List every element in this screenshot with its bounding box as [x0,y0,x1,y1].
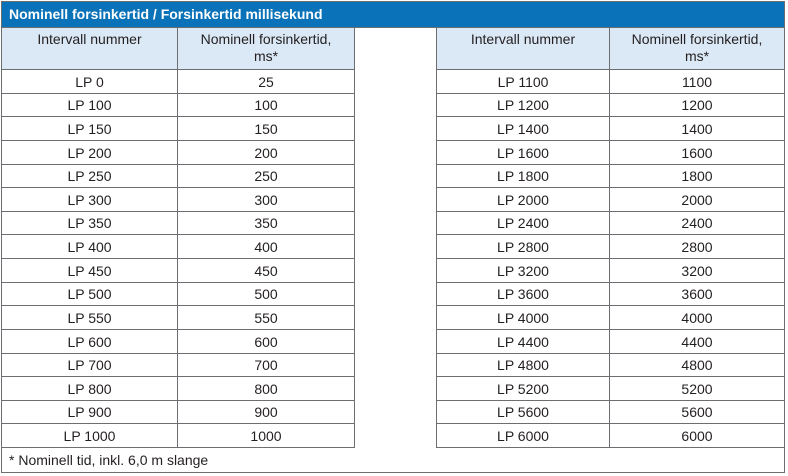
cell-value: 550 [254,309,278,326]
right-row-15-delay [610,424,784,448]
left-row-1-interval [2,94,178,117]
left-row-5-interval [2,188,178,212]
cell-value: LP 400 [67,238,112,255]
cell-value: 5600 [681,404,713,420]
cell-value: 2400 [681,215,713,231]
cell-value: LP 1600 [497,144,549,161]
right-row-5-interval [437,188,610,212]
right-row-2-delay [610,117,784,141]
right-row-7-delay [610,235,784,259]
cell-value: 350 [254,215,278,231]
cell-value: LP 1800 [497,168,549,184]
right-row-9-delay [610,283,784,306]
right-row-9-interval [437,283,610,306]
left-row-4-delay [178,165,355,188]
right-row-14-delay [610,401,784,424]
cell-value: 2800 [681,238,713,255]
cell-value: 1200 [681,97,713,113]
cell-value: 700 [254,357,278,373]
left-row-2-interval [2,117,178,141]
cell-value: 1600 [681,144,713,161]
left-row-6-interval [2,212,178,235]
left-row-9-delay [178,283,355,306]
cell-value: 2000 [681,191,713,208]
cell-value: 4800 [681,357,713,373]
cell-value: LP 150 [67,120,112,137]
right-row-1-delay [610,94,784,117]
left-row-11-delay [178,330,355,354]
left-row-10-delay [178,306,355,330]
footnote: * Nominell tid, inkl. 6,0 m slange [9,452,209,468]
cell-value: LP 2800 [497,238,549,255]
cell-value: 4000 [681,309,713,326]
left-header-interval [2,27,178,70]
right-row-6-delay [610,212,784,235]
left-row-13-interval [2,377,178,401]
cell-value: 150 [254,120,278,137]
cell-value: LP 3200 [497,262,549,279]
right-row-2-interval [437,117,610,141]
cell-value: LP 500 [67,286,112,302]
cell-value: LP 200 [67,144,112,161]
right-row-5-delay [610,188,784,212]
right-row-14-interval [437,401,610,424]
left-row-13-delay [178,377,355,401]
cell-value: 500 [254,286,278,302]
cell-value: LP 350 [67,215,112,231]
right-row-1-interval [437,94,610,117]
cell-value: LP 5200 [497,380,549,397]
right-row-4-interval [437,165,610,188]
cell-value: 250 [254,168,278,184]
cell-value: LP 0 [75,73,104,90]
left-row-8-interval [2,259,178,283]
right-row-12-interval [437,354,610,377]
right-row-0-interval [437,70,610,94]
left-row-2-delay [178,117,355,141]
right-header-delay [610,27,784,70]
cell-value: LP 3600 [497,286,549,302]
cell-value: 1000 [250,427,282,444]
right-row-13-interval [437,377,610,401]
right-row-6-interval [437,212,610,235]
cell-value: LP 300 [67,191,112,208]
cell-value: LP 1000 [63,427,116,444]
left-row-5-delay [178,188,355,212]
cell-value: LP 600 [67,333,112,350]
left-row-12-delay [178,354,355,377]
left-row-15-interval [2,424,178,448]
cell-value: LP 1100 [497,73,549,90]
left-row-14-interval [2,401,178,424]
right-row-8-interval [437,259,610,283]
cell-value: LP 1200 [497,97,549,113]
right-row-10-delay [610,306,784,330]
cell-value: 1400 [681,120,713,137]
cell-value: LP 800 [67,380,112,397]
cell-value: LP 4000 [497,309,549,326]
left-row-8-delay [178,259,355,283]
delay-table [1,1,785,473]
cell-value: 6000 [681,427,713,444]
right-row-0-delay [610,70,784,94]
right-header-interval [437,27,610,70]
cell-value: LP 2000 [497,191,549,208]
cell-value: 800 [254,380,278,397]
left-row-15-delay [178,424,355,448]
left-row-10-interval [2,306,178,330]
header-label: Nominell forsinkertid, ms* [200,31,332,64]
header-label: Nominell forsinkertid, ms* [631,31,763,64]
right-row-15-interval [437,424,610,448]
cell-value: 600 [254,333,278,350]
title-divider [2,27,784,28]
left-row-11-interval [2,330,178,354]
cell-value: 4400 [681,333,713,350]
right-row-12-delay [610,354,784,377]
cell-value: 1100 [681,73,713,90]
cell-value: 3600 [681,286,713,302]
cell-value: LP 700 [67,357,112,373]
right-row-11-delay [610,330,784,354]
right-row-13-delay [610,377,784,401]
right-row-7-interval [437,235,610,259]
cell-value: 1800 [681,168,713,184]
right-row-3-delay [610,141,784,165]
cell-value: 5200 [681,380,713,397]
left-row-1-delay [178,94,355,117]
left-header-delay [178,27,355,70]
right-row-10-interval [437,306,610,330]
cell-value: LP 4400 [497,333,549,350]
cell-value: LP 2400 [497,215,549,231]
cell-value: 200 [254,144,278,161]
left-row-7-delay [178,235,355,259]
cell-value: 100 [254,97,278,113]
cell-value: LP 4800 [497,357,549,373]
cell-value: LP 6000 [497,427,549,444]
cell-value: 25 [258,73,274,90]
left-row-0-interval [2,70,178,94]
left-row-12-interval [2,354,178,377]
left-row-3-interval [2,141,178,165]
cell-value: 3200 [681,262,713,279]
cell-value: LP 5600 [497,404,549,420]
left-row-14-delay [178,401,355,424]
table-title: Nominell forsinkertid / Forsinkertid millisekund [2,2,784,27]
left-row-9-interval [2,283,178,306]
cell-value: LP 450 [67,262,112,279]
cell-value: LP 550 [67,309,112,326]
cell-value: 900 [254,404,278,420]
right-row-4-delay [610,165,784,188]
cell-value: LP 1400 [497,120,549,137]
left-row-4-interval [2,165,178,188]
header-label: Intervall nummer [37,31,142,47]
left-row-6-delay [178,212,355,235]
cell-value: LP 900 [67,404,112,420]
cell-value: 300 [254,191,278,208]
right-row-8-delay [610,259,784,283]
left-row-0-delay [178,70,355,94]
right-row-11-interval [437,330,610,354]
header-label: Intervall nummer [470,31,576,47]
cell-value: LP 250 [67,168,112,184]
left-row-3-delay [178,141,355,165]
cell-value: LP 100 [67,97,112,113]
cell-value: 400 [254,238,278,255]
right-row-3-interval [437,141,610,165]
cell-value: 450 [254,262,278,279]
left-row-7-interval [2,235,178,259]
